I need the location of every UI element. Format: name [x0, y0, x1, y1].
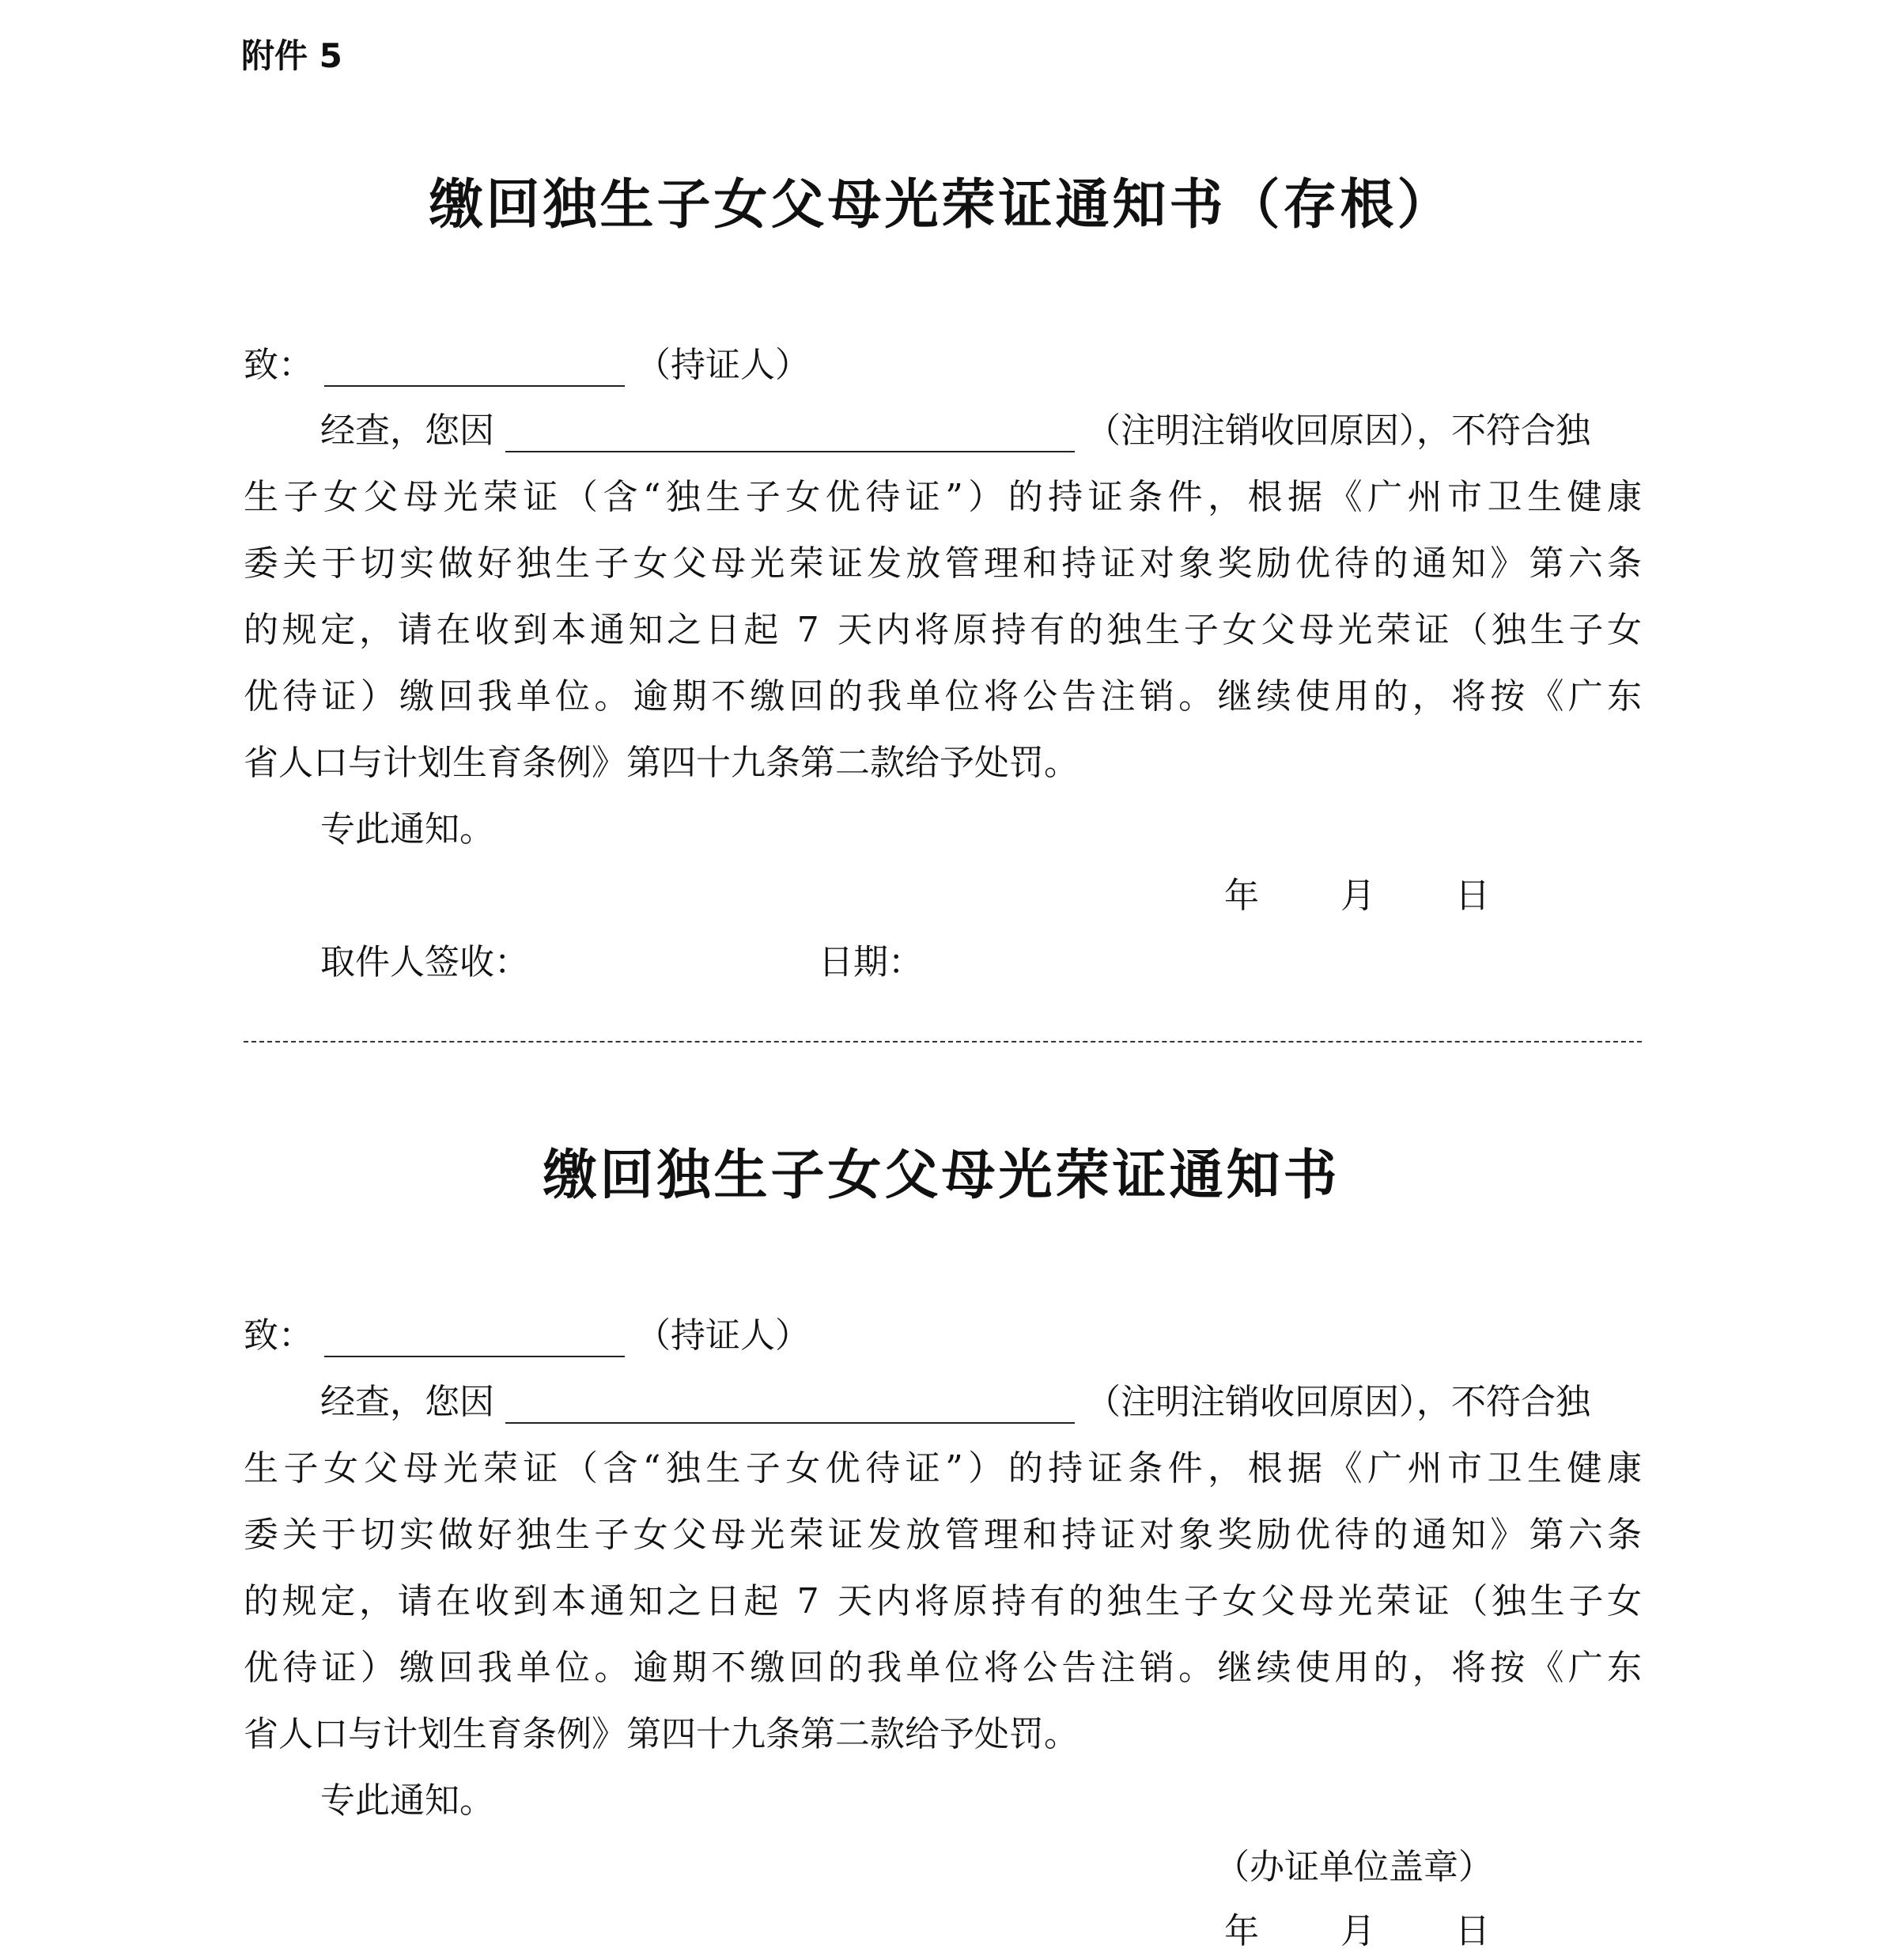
notice-to-line — [244, 1307, 810, 1357]
stub-to-label: 致： — [244, 345, 313, 385]
notice-reason-line — [320, 1373, 1590, 1424]
stub-reason-line — [320, 402, 1590, 452]
notice-date-month: 月 — [1340, 1911, 1375, 1951]
notice-notice: 专此通知。 — [320, 1780, 494, 1821]
stub-body-line-5: 省人口与计划生育条例》第四十九条第二款给予处罚。 — [244, 743, 1079, 783]
stub-title: 缴回独生子女父母光荣证通知书（存根） — [429, 173, 1454, 236]
stub-receiver-label: 取件人签收： — [320, 942, 529, 982]
stub-receive-date-label: 日期： — [819, 942, 923, 982]
notice-to-label: 致： — [244, 1315, 313, 1356]
notice-body-line-5: 省人口与计划生育条例》第四十九条第二款给予处罚。 — [244, 1714, 1079, 1754]
notice-date-day: 日 — [1455, 1911, 1490, 1951]
stub-date-day: 日 — [1455, 876, 1490, 916]
stub-date-month: 月 — [1340, 876, 1375, 916]
notice-holder-label: （持证人） — [636, 1315, 810, 1356]
notice-seal-label: （办证单位盖章） — [1215, 1847, 1493, 1887]
stub-reason-prefix: 经查，您因 — [320, 411, 494, 451]
stub-to-line — [244, 336, 810, 387]
notice-reason-suffix: （注明注销收回原因），不符合独 — [1086, 1382, 1590, 1422]
notice-holder-blank — [324, 1324, 625, 1357]
notice-reason-prefix: 经查，您因 — [320, 1382, 494, 1422]
notice-body-line-4: 优待证）缴回我单位。逾期不缴回的我单位将公告注销。继续使用的，将按《广东 — [244, 1648, 1647, 1688]
notice-body-line-1: 生子女父母光荣证（含“独生子女优待证”）的持证条件，根据《广州市卫生健康 — [244, 1448, 1647, 1489]
notice-reason-blank — [505, 1391, 1075, 1424]
attachment-label: 附件 5 — [241, 36, 342, 75]
stub-holder-label: （持证人） — [636, 345, 810, 385]
stub-notice: 专此通知。 — [320, 809, 494, 849]
notice-title: 缴回独生子女父母光荣证通知书 — [543, 1144, 1340, 1207]
stub-body-line-4: 优待证）缴回我单位。逾期不缴回的我单位将公告注销。继续使用的，将按《广东 — [244, 676, 1647, 717]
stub-body-line-1: 生子女父母光荣证（含“独生子女优待证”）的持证条件，根据《广州市卫生健康 — [244, 477, 1647, 517]
stub-body-line-2: 委关于切实做好独生子女父母光荣证发放管理和持证对象奖励优待的通知》第六条 — [244, 543, 1647, 584]
stub-reason-blank — [505, 419, 1075, 452]
stub-holder-blank — [324, 354, 625, 387]
stub-body-line-3: 的规定，请在收到本通知之日起 7 天内将原持有的独生子女父母光荣证（独生子女 — [244, 610, 1646, 650]
stub-date-year: 年 — [1224, 876, 1259, 916]
notice-body-line-2: 委关于切实做好独生子女父母光荣证发放管理和持证对象奖励优待的通知》第六条 — [244, 1515, 1647, 1555]
stub-reason-suffix: （注明注销收回原因），不符合独 — [1086, 411, 1590, 451]
notice-body-line-3: 的规定，请在收到本通知之日起 7 天内将原持有的独生子女父母光荣证（独生子女 — [244, 1581, 1646, 1621]
notice-date-year: 年 — [1224, 1911, 1259, 1951]
cut-line-divider — [244, 1041, 1642, 1042]
